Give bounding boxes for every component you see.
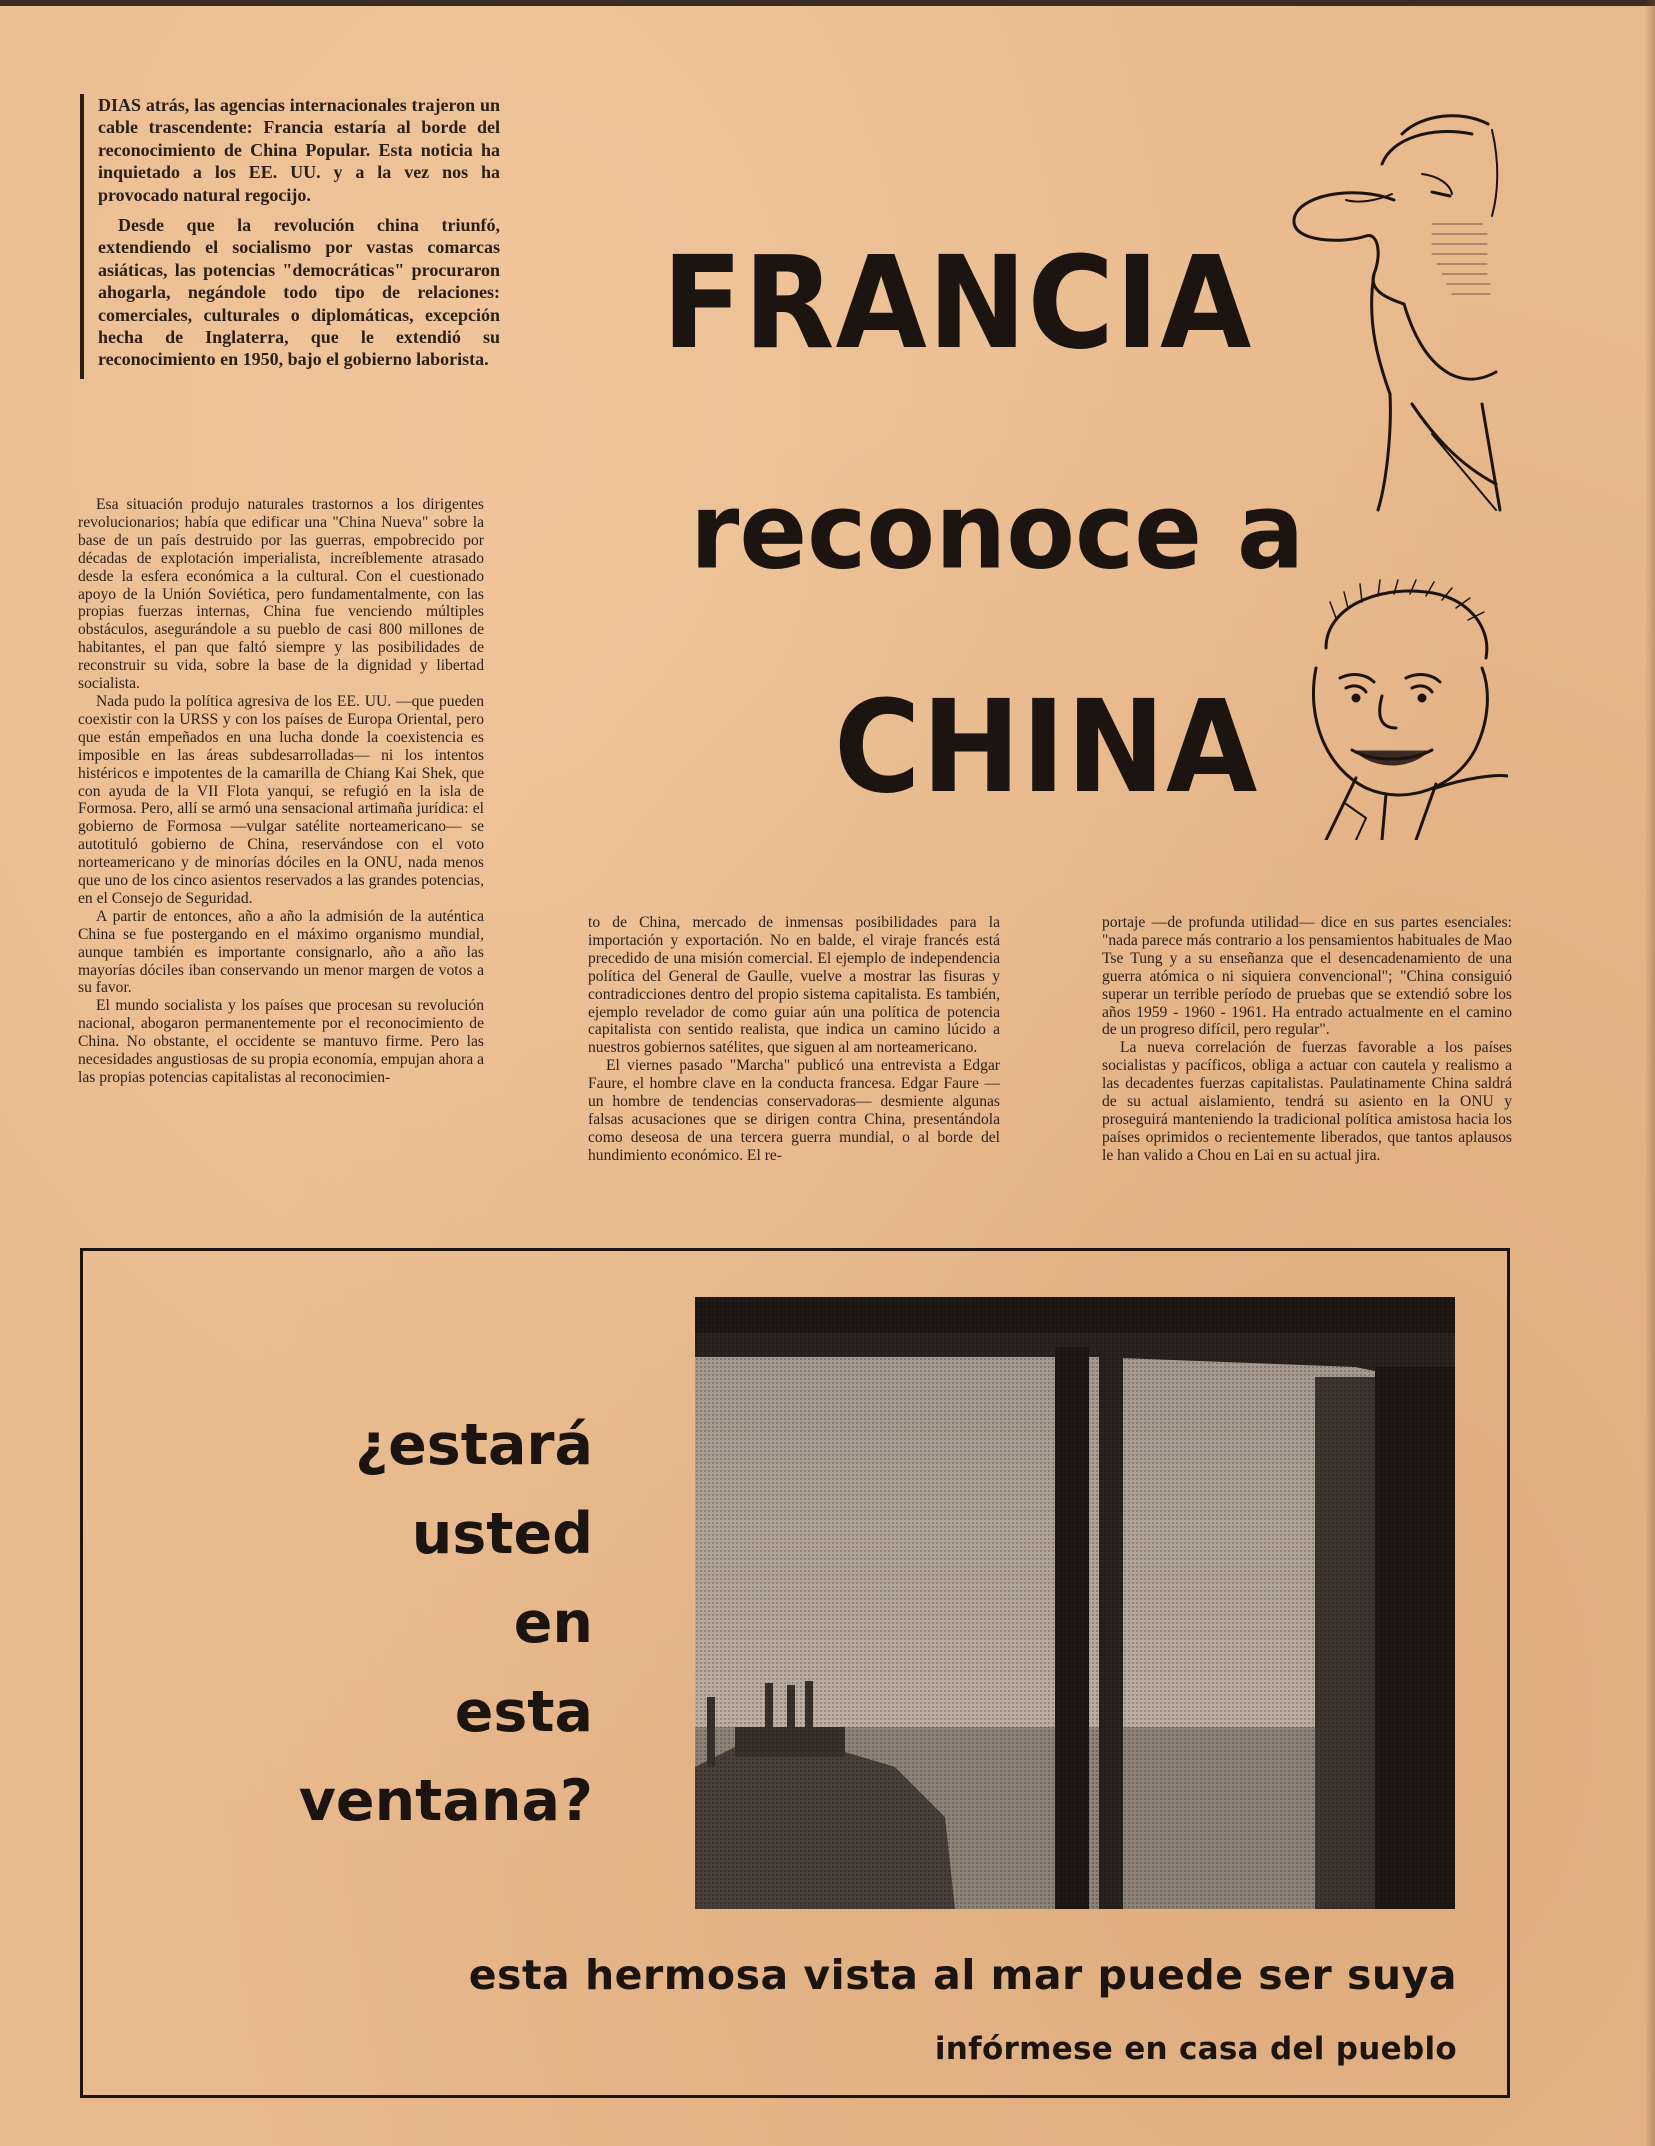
- article-column-3: [1102, 914, 1512, 1165]
- intro-box: [80, 94, 500, 379]
- ad-question: [233, 1401, 593, 1846]
- caricature-chou-en-lai: [1286, 578, 1508, 840]
- headline-francia: FRANCIA: [662, 228, 1253, 378]
- article-column-2: [588, 914, 1000, 1165]
- ad-question-line: esta: [454, 1679, 593, 1745]
- ad-question-line: usted: [411, 1501, 593, 1567]
- advertisement-box: [80, 1248, 1510, 2098]
- headline-china: CHINA: [834, 672, 1259, 822]
- ad-question-line: ¿estará: [355, 1412, 593, 1478]
- intro-paragraph-2: Desde que la revolución china triunfó, extendiendo el socialismo por vastas comarcas asiáticas, las potencias "democráticas" procuraron ahogarla, negándole todo tipo de relaciones: comerciales, culturales o diplomáticas, excepción hecha de Inglaterra, que le extendió su reconocimiento en 1950, bajo el gobierno laborista.: [98, 215, 500, 370]
- ad-question-line: en: [513, 1590, 593, 1656]
- article-paragraph: A partir de entonces, año a año la admisión de la auténtica China se fue postergando en el máximo organismo mundial, aunque también es importante consignarlo, año a año las mayorías dóciles iban conservando un menor margen de votos a su favor.: [78, 907, 484, 997]
- article-paragraph: portaje —de profunda utilidad— dice en sus partes esenciales: "nada parece más contrario a los pensamientos habituales de Mao Tse Tung y a su enseñanza que el desencadenamiento de una guerra atómica o ni siquiera convencional"; "China consiguió superar un terrible período de pruebas que se extendió sobre los años 1959 - 1960 - 1961. Ha entrado actualmente en el camino de un progreso difícil, pero regular".: [1102, 914, 1512, 1039]
- caricature-de-gaulle: [1282, 104, 1502, 512]
- ad-info-line: infórmese en casa del pueblo: [934, 2031, 1457, 2067]
- ad-question-line: ventana?: [298, 1768, 593, 1834]
- article-paragraph: El viernes pasado "Marcha" publicó una entrevista a Edgar Faure, el hombre clave en la conducta francesa. Edgar Faure —un hombre de tendencias conservadoras— desmiente algunas falsas acusaciones que se dirigen contra China, presentándola como deseosa de una tercera guerra mundial, o al borde del hundimiento económico. El re-: [588, 1057, 1000, 1164]
- article-paragraph: La nueva correlación de fuerzas favorable a los países socialistas y pacíficos, obliga a actuar con cautela y realismo a las decadentes fuerzas capitalistas. Paulatinamente China saldrá de su actual aislamiento, tendrá su asiento en la ONU y proseguirá manteniendo la tradicional política amistosa hacia los países oprimidos o recientemente liberados, que tantos aplausos le han valido a Chou en Lai en su actual jira.: [1102, 1039, 1512, 1164]
- article-column-1: [78, 496, 484, 1087]
- headline-reconoce: reconoce a: [690, 470, 1305, 593]
- page-right-edge: [1645, 0, 1655, 2146]
- window-sea-view-photo: [695, 1297, 1455, 1909]
- article-paragraph: to de China, mercado de inmensas posibilidades para la importación y exportación. No en balde, el viraje francés está precedido de una misión comercial. El ejemplo de independencia política del General de Gaulle, vuelve a mostrar las fisuras y contradicciones dentro del propio sistema capitalista. Es también, ejemplo revelador de como guiar aún una política de potencia capitalista con sentido realista, que indica un camino lúcido a nuestros gobiernos satélites, que siguen al am norteamericano.: [588, 914, 1000, 1057]
- article-paragraph: Esa situación produjo naturales trastornos a los dirigentes revolucionarios; había que edificar una "China Nueva" sobre la base de un país destruido por las guerras, empobrecido por décadas de explotación imperialista, increíblemente atrasado desde la esfera económica a la cultural. Con el cuestionado apoyo de la Unión Soviética, pero fundamentalmente, con las propias fuerzas internas, China fue venciendo múltiples obstáculos, asegurándole a su pueblo de casi 800 millones de habitantes, el pan que faltó siempre y las posibilidades de reconstruir su vida, sobre la base de la dignidad y libertad socialista.: [78, 496, 484, 693]
- article-paragraph: El mundo socialista y los países que procesan su revolución nacional, abogaron permanentemente por el reconocimiento de China. No obstante, el occidente se mantuvo firme. Pero las necesidades angustiosas de su propia economía, empujan ahora a las propias potencias capitalistas al reconocimien-: [78, 997, 484, 1086]
- intro-paragraph-1: DIAS atrás, las agencias internacionales trajeron un cable trascendente: Francia estaría al borde del reconocimiento de China Popular. Esta noticia ha inquietado a los EE. UU. y a la vez nos ha provocado natural regocijo.: [98, 95, 500, 205]
- ad-tagline: esta hermosa vista al mar puede ser suya: [468, 1951, 1457, 1999]
- article-paragraph: Nada pudo la política agresiva de los EE. UU. —que pueden coexistir con la URSS y con los países de Europa Oriental, pero que están empeñados en una lucha donde la coexistencia es imposible en las áreas subdesarrolladas— ni los intentos histéricos e impotentes de la camarilla de Chiang Kai Shek, que con ayuda de la VII Flota yanqui, se refugió en la isla de Formosa. Pero, allí se armó una sensacional artimaña jurídica: el gobierno de Formosa —vulgar satélite norteamericano— se autotituló gobierno de China, reservándose con el voto norteamericano y de minorías dóciles en la ONU, nada menos que uno de los cinco asientos reservados a las grandes potencias, en el Consejo de Seguridad.: [78, 692, 484, 907]
- page-top-edge: [0, 0, 1655, 6]
